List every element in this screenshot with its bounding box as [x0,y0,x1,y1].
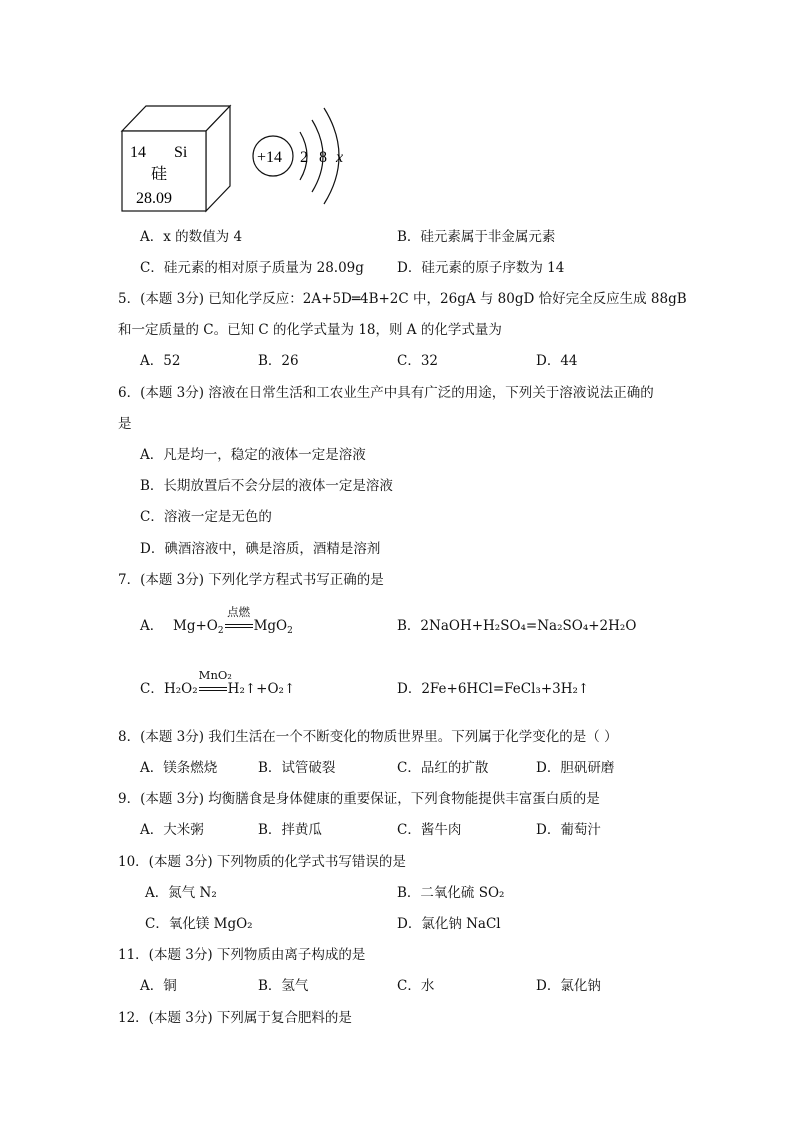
q5-option-c: C．32 [397,353,439,369]
shell-3-count: x [336,149,344,166]
q10-option-a: A．氮气 N₂ [145,885,217,901]
q5-option-d: D．44 [536,353,578,369]
q7-a-equals-bars [225,624,253,628]
q8-option-c: C．品红的扩散 [397,760,489,776]
q7-option-b: B．2NaOH+H₂SO₄=Na₂SO₄+2H₂O [397,618,637,634]
q6-stem-line2: 是 [118,416,132,432]
q7-c-products: H₂↑+O₂↑ [227,681,296,697]
q10-option-c: C．氧化镁 MgO₂ [145,916,253,932]
q4-option-a: A．x 的数值为 4 [140,229,243,245]
q6-option-b: B．长期放置后不会分层的液体一定是溶液 [140,478,393,494]
q4-option-b: B．硅元素属于非金属元素 [397,229,556,245]
q7-option-c-label: C． [140,681,164,697]
atomic-mass: 28.09 [136,190,172,207]
q9-option-b: B．拌黄瓜 [258,822,322,838]
q9-option-a: A．大米粥 [140,822,204,838]
element-number: 14 [130,144,146,161]
q7-option-c-equation [164,668,296,698]
q4-option-c: C．硅元素的相对原子质量为 28.09g [140,260,364,276]
q11-option-a: A．铜 [140,978,177,994]
q7-a-reactants: Mg+O [173,618,218,634]
q7-a-condition [225,605,253,635]
q8-option-d: D．胆矾研磨 [536,760,615,776]
q7-option-a-equation: $Mg+O_2$ 点燃 MgO$_2$ [173,605,293,636]
q7-stem: 7．(本题 3分) 下列化学方程式书写正确的是 [118,572,384,588]
shell-2-count: 8 [319,149,327,166]
silicon-figure [118,96,358,216]
silicon-figure-svg [118,96,358,216]
element-symbol: Si [174,144,188,161]
q5-option-b: B．26 [258,353,299,369]
q11-option-c: C．水 [397,978,435,994]
shell-1-count: 2 [300,149,308,166]
q8-option-a: A．镁条燃烧 [140,760,218,776]
q6-option-c: C．溶液一定是无色的 [140,509,272,525]
q7-option-d: D．2Fe+6HCl=FeCl₃+3H₂↑ [397,681,590,697]
q5-option-a: A．52 [140,353,181,369]
q6-option-d: D．碘酒溶液中，碘是溶质，酒精是溶剂 [140,541,381,557]
q10-stem: 10．(本题 3分) 下列物质的化学式书写错误的是 [118,854,406,870]
q7-a-condition-text: 点燃 [227,605,251,619]
q6-option-a: A．凡是均一，稳定的液体一定是溶液 [140,447,366,463]
q7-c-condition [198,668,232,698]
q9-option-d: D．葡萄汁 [536,822,601,838]
q8-option-b: B．试管破裂 [258,760,336,776]
q4-option-d: D．硅元素的原子序数为 14 [397,260,565,276]
q11-stem: 11．(本题 3分) 下列物质由离子构成的是 [118,947,366,963]
q7-option-a-label: A． [140,618,164,634]
q7-c-condition-text: MnO₂ [198,668,232,682]
element-name: 硅 [151,164,168,183]
q12-stem: 12．(本题 3分) 下列属于复合肥料的是 [118,1010,352,1026]
q10-option-d: D．氯化钠 NaCl [397,916,501,932]
q5-stem-line1: 5．(本题 3分) 已知化学反应：2A+5D═4B+2C 中，26gA 与 80gD 恰好完全反应生成 88gB [118,291,687,307]
q7-a-products: MgO [253,618,288,634]
q6-stem-line1: 6．(本题 3分) 溶液在日常生活和工农业生产中具有广泛的用途，下列关于溶液说法正确的 [118,385,654,401]
nucleus-charge: +14 [257,149,283,166]
q11-option-d: D．氯化钠 [536,978,601,994]
q11-option-b: B．氢气 [258,978,309,994]
q7-c-equals-bars [199,687,227,691]
q5-stem-line2: 和一定质量的 C。已知 C 的化学式量为 18，则 A 的化学式量为 [118,322,502,338]
q9-option-c: C．酱牛肉 [397,822,462,838]
q7-c-reactants: H₂O₂ [164,681,198,697]
q9-stem: 9．(本题 3分) 均衡膳食是身体健康的重要保证，下列食物能提供丰富蛋白质的是 [118,791,600,807]
q8-stem: 8．(本题 3分) 我们生活在一个不断变化的物质世界里。下列属于化学变化的是（ ） [118,729,618,745]
q10-option-b: B．二氧化硫 SO₂ [397,885,505,901]
